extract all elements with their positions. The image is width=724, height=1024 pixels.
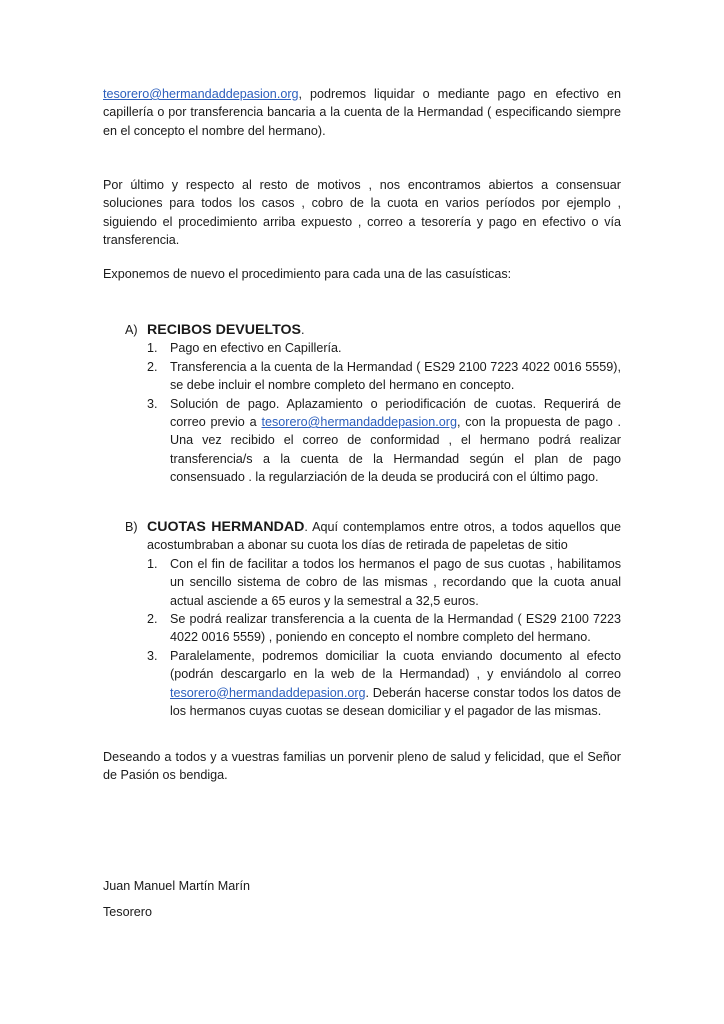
section-a-letter: A)	[125, 323, 138, 337]
signature-role-text: Tesorero	[103, 905, 152, 919]
intro-text: , podremos liquidar o mediante pago en efectivo en capillería o por transferencia bancaria a la cuenta de la Hermandad ( especificando siempre en el concepto el nombre del hermano).	[103, 87, 621, 138]
closing-text: Deseando a todos y a vuestras familias un porvenir pleno de salud y felicidad, que el Señor de Pasión os bendiga.	[103, 750, 621, 783]
signature-name	[103, 877, 621, 895]
email-link[interactable]: tesorero@hermandaddepasion.org	[103, 87, 299, 101]
section-a-heading	[125, 321, 621, 339]
list-item-number: 1.	[147, 556, 158, 571]
section-b	[125, 518, 621, 720]
list-item-text: . Deberán hacerse constar todos los datos de los hermanos cuyas cuotas se desean domiciliar y el pagador de las mismas.	[170, 685, 621, 719]
procedure-intro-paragraph	[103, 265, 621, 283]
list-item-text: Transferencia a la cuenta de la Hermandad ( ES29 2100 7223 4022 0016 5559), se debe incluir el nombre completo del hermano en concepto.	[170, 359, 621, 393]
list-item-text: , con la propuesta de pago . Una vez recibido el correo de conformidad , el hermano podrá realizar transferencia/s a la cuenta de la Hermandad según el plan de pago consensuado . la regularziación de la deuda se producirá con el último pago.	[170, 415, 622, 485]
list-item	[125, 339, 621, 357]
intro-paragraph	[103, 85, 621, 140]
list-item	[125, 647, 621, 721]
list-item-number: 3.	[147, 396, 158, 411]
other-cases-text: Por último y respecto al resto de motivos , nos encontramos abiertos a consensuar soluciones para todos los casos , cobro de la cuota en varios períodos por ejemplo , siguiendo el procedimiento arriba expuesto , correo a tesorería y pago en efectivo o vía transferencia.	[103, 178, 621, 248]
section-b-heading	[125, 518, 621, 555]
list-item	[125, 555, 621, 610]
list-item	[125, 395, 621, 487]
section-a-title: RECIBOS DEVUELTOS	[147, 322, 301, 338]
list-item-number: 3.	[147, 648, 158, 663]
list-item	[125, 358, 621, 395]
list-item-text: Con el fin de facilitar a todos los hermanos el pago de sus cuotas , habilitamos un sencillo sistema de cobro de las mismas , recordando que la cuota anual actual asciende a 65 euros y la semestral a 32,5 euros.	[170, 556, 621, 608]
section-b-title: CUOTAS HERMANDAD	[147, 519, 305, 535]
section-b-letter: B)	[125, 520, 138, 534]
signature-role	[103, 903, 621, 921]
procedure-intro-text: Exponemos de nuevo el procedimiento para cada una de las casuísticas:	[103, 267, 512, 281]
section-a-title-suffix: .	[300, 323, 305, 337]
list-item-text: Paralelamente, podremos domiciliar la cuota enviando documento al efecto (podrán descargarlo en la web de la Hermandad) , y enviándolo al correo	[170, 648, 621, 682]
section-b-list	[125, 555, 621, 721]
list-item-text: Pago en efectivo en Capillería.	[170, 341, 342, 356]
list-item	[125, 610, 621, 647]
closing-paragraph	[103, 748, 621, 785]
section-a	[125, 321, 621, 487]
list-item-number: 2.	[147, 359, 158, 374]
email-link[interactable]: tesorero@hermandaddepasion.org	[170, 685, 366, 700]
list-item-text: Solución de pago. Aplazamiento o periodificación de cuotas. Requerirá de correo previo a	[170, 396, 621, 430]
list-item-text: Se podrá realizar transferencia a la cuenta de la Hermandad ( ES29 2100 7223 4022 0016 5559) , poniendo en concepto el nombre completo del hermano.	[170, 612, 621, 645]
list-item-number: 1.	[147, 341, 158, 356]
email-link[interactable]: tesorero@hermandaddepasion.org	[261, 415, 457, 430]
section-b-title-suffix: . Aquí contemplamos entre otros, a todos aquellos que acostumbraban a abonar su cuota los días de retirada de papeletas de sitio	[147, 520, 621, 553]
other-cases-paragraph	[103, 176, 621, 250]
signature-name-text: Juan Manuel Martín Marín	[103, 879, 250, 893]
section-a-list	[125, 339, 621, 486]
list-item-number: 2.	[147, 612, 158, 627]
